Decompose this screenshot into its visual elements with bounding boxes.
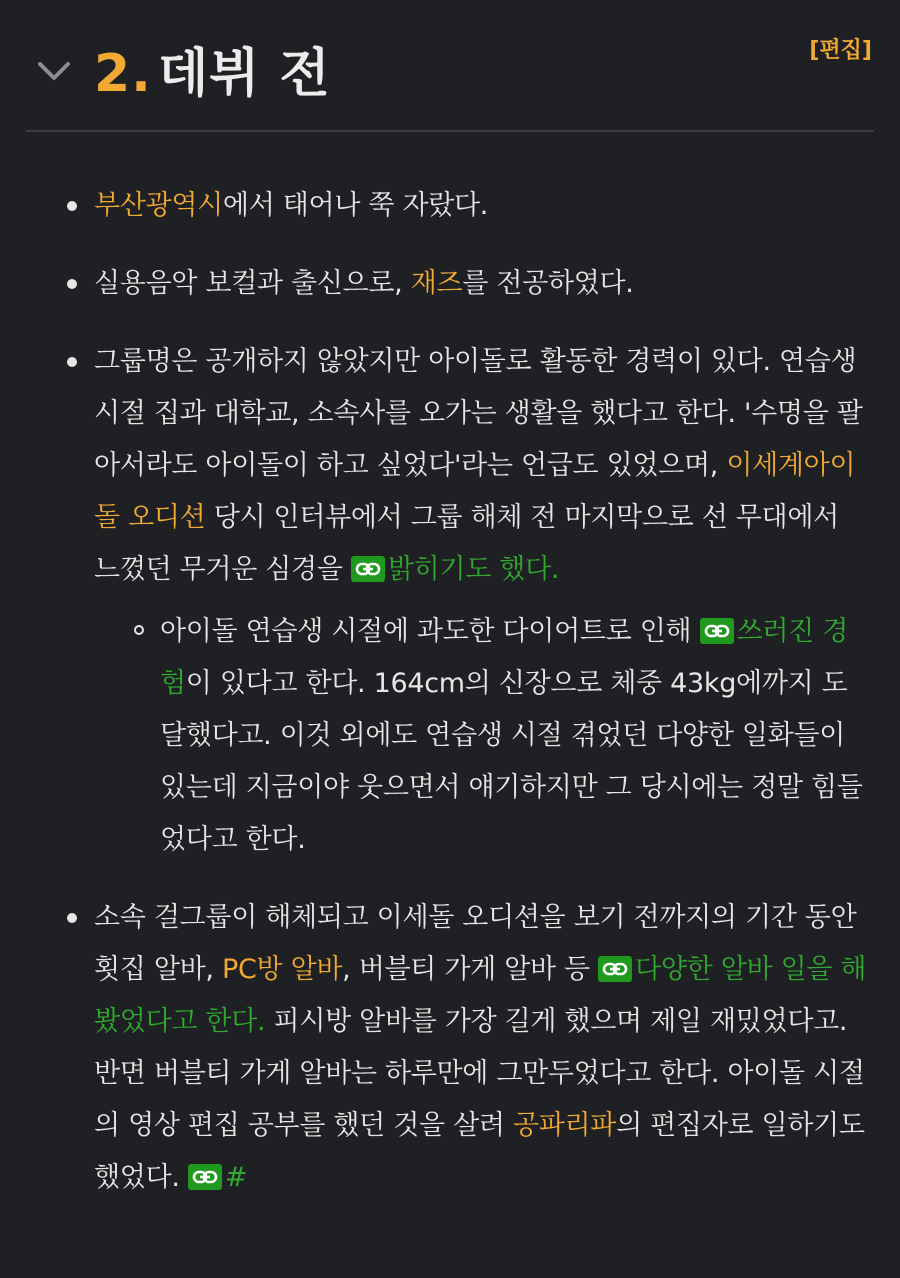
sub-list (94, 606, 870, 866)
internal-link[interactable]: 부산광역시 (94, 190, 223, 221)
section-content (0, 180, 900, 1230)
internal-link[interactable]: 이세계아이돌 오디션 (94, 450, 856, 533)
internal-link[interactable]: 재즈 (410, 268, 463, 299)
section-header (0, 0, 900, 132)
external-link-icon[interactable] (351, 556, 385, 582)
external-link-icon[interactable] (598, 956, 632, 982)
internal-link[interactable]: PC방 알바 (221, 954, 343, 985)
footnote-link[interactable]: # (224, 1162, 248, 1193)
external-link-icon[interactable] (188, 1164, 222, 1190)
external-link[interactable]: 다양한 알바 일을 해봤었다고 한다. (94, 954, 867, 1037)
list-item (0, 180, 900, 232)
text: 당시 인터뷰에서 그룹 해체 전 마지막으로 선 무대에서 느꼈던 무거운 심경을 (94, 502, 839, 585)
edit-link[interactable]: [편집] (809, 38, 872, 63)
external-link[interactable]: 쓰러진 경험 (160, 616, 848, 699)
text: 소속 걸그룹이 해체되고 이세돌 오디션을 보기 전까지의 기간 동안 횟집 알바, (94, 902, 857, 985)
list-item (0, 892, 900, 1204)
text: 이 있다고 한다. 164cm의 신장으로 체중 43kg에까지 도달했다고. 이것 외에도 연습생 시절 겪었던 다양한 일화들이 있는데 지금이야 웃으면서 얘기하지만 그 당시에는 정말 힘들었다고 한다. (160, 668, 863, 855)
list-item (0, 336, 900, 866)
bullet-list (0, 180, 900, 1204)
text: 를 전공하였다. (462, 268, 634, 299)
section-title-text: 데뷔 전 (157, 44, 331, 104)
list-item (0, 258, 900, 310)
text: 그룹명은 공개하지 않았지만 아이돌로 활동한 경력이 있다. 연습생 시절 집과 대학교, 소속사를 오가는 생활을 했다고 한다. '수명을 팔아서라도 아이돌이 하고 싶었다'라는 언급도 있었으며, (94, 346, 863, 481)
internal-link[interactable]: 공파리파 (512, 1110, 617, 1141)
text: 피시방 알바를 가장 길게 했으며 제일 재밌었다고. 반면 버블티 가게 알바는 하루만에 그만두었다고 한다. 아이돌 시절의 영상 편집 공부를 했던 것을 살려 (94, 1006, 865, 1141)
external-link[interactable]: 밝히기도 했다. (387, 554, 560, 585)
text: 실용음악 보컬과 출신으로, (94, 268, 411, 299)
external-link-icon[interactable] (700, 618, 734, 644)
section-title (94, 38, 331, 110)
section-divider (26, 130, 874, 132)
sub-list-item (94, 606, 870, 866)
chevron-down-icon[interactable] (34, 56, 74, 86)
text: , 버블티 가게 알바 등 (342, 954, 599, 985)
section-number: 2. (94, 44, 152, 104)
text: 아이돌 연습생 시절에 과도한 다이어트로 인해 (160, 616, 700, 647)
text: 에서 태어나 쭉 자랐다. (222, 190, 489, 221)
text: 의 편집자로 일하기도 했었다. (94, 1110, 865, 1193)
